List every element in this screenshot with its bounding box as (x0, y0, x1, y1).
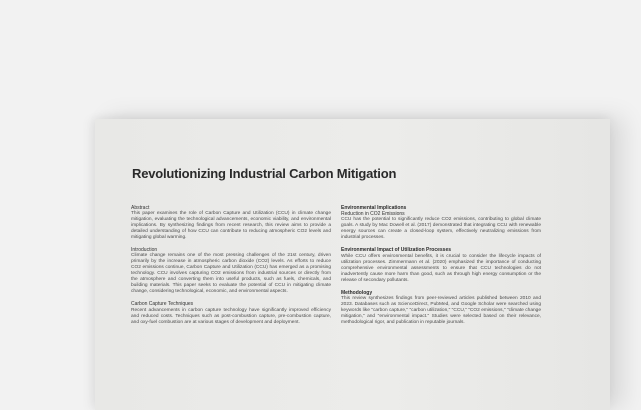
introduction-heading: Introduction (131, 247, 158, 254)
env-implications-heading: Environmental Implications (341, 205, 407, 211)
utilization-impact-section (341, 247, 541, 283)
document-title: Revolutionizing Industrial Carbon Mitigation (132, 166, 397, 181)
env-implications-subheading: Reduction in CO2 Emissions (341, 211, 405, 218)
left-column (131, 205, 331, 332)
introduction-body: Climate change remains one of the most pressing challenges of the 21st century, driven primarily by the increase in atmospheric carbon dioxide (CO2) levels. As efforts to reduce CO2 emissions continue, Carbon Capture and Utilization (CCU) has emerged as a promising technology. CCU involves capturing CO2 emissions from industrial sources or directly from the atmosphere and converting them into useful products, such as fuels, chemicals, and building materials. This paper seeks to evaluate the potential of CCU in mitigating climate change, considering technological, economic, and environmental aspects. (131, 253, 331, 295)
abstract-body: This paper examines the role of Carbon Capture and Utilization (CCU) in climate change mitigation, evaluating the technological advancements, economic viability, and environmental implications. By synthesizing findings from recent research, this review aims to provide a detailed understanding of how CCU can contribute to reducing atmospheric CO2 levels and mitigating global warming. (131, 211, 331, 241)
techniques-section (131, 301, 331, 325)
utilization-impact-body: While CCU offers environmental benefits, it is crucial to consider the lifecycle impacts of utilization processes. Zimmermann et al. (2020) emphasized the importance of conducting comprehensive environmental assessments to ensure that CCU technologies do not inadvertently cause more harm than good, such as through high energy consumption or the release of secondary pollutants. (341, 253, 541, 283)
techniques-heading: Carbon Capture Techniques (131, 301, 194, 308)
techniques-body: Recent advancements in carbon capture technology have significantly improved efficiency and reduced costs. Techniques such as post-combustion capture, pre-combustion capture, and oxy-fuel combustion are at various stages of development and deployment. (131, 307, 331, 325)
methodology-section (341, 290, 541, 326)
utilization-impact-heading: Environmental Impact of Utilization Processes (341, 247, 452, 254)
env-implications-body: CCU has the potential to significantly reduce CO2 emissions, contributing to global climate goals. A study by Mac Dowell et al. (2017) demonstrated that integrating CCU with renewable energy sources can create a closed-loop system, effectively neutralizing emissions from industrial processes. (341, 217, 541, 241)
methodology-body: This review synthesizes findings from peer-reviewed articles published between 2010 and 2023. Databases such as ScienceDirect, PubMed, and Google Scholar were searched using keywords like "carbon capture," "carbon utilization," "CCU," "CO2 emissions," "climate change mitigation," and "environmental impact." Studies were selected based on their relevance, methodological rigor, and publication in reputable journals. (341, 295, 541, 325)
abstract-heading: Abstract (131, 205, 150, 211)
document-page (95, 119, 610, 410)
env-implications-section (341, 205, 541, 241)
introduction-section (131, 247, 331, 295)
right-column (341, 205, 541, 332)
methodology-heading: Methodology (341, 289, 373, 296)
abstract-section (131, 205, 331, 241)
